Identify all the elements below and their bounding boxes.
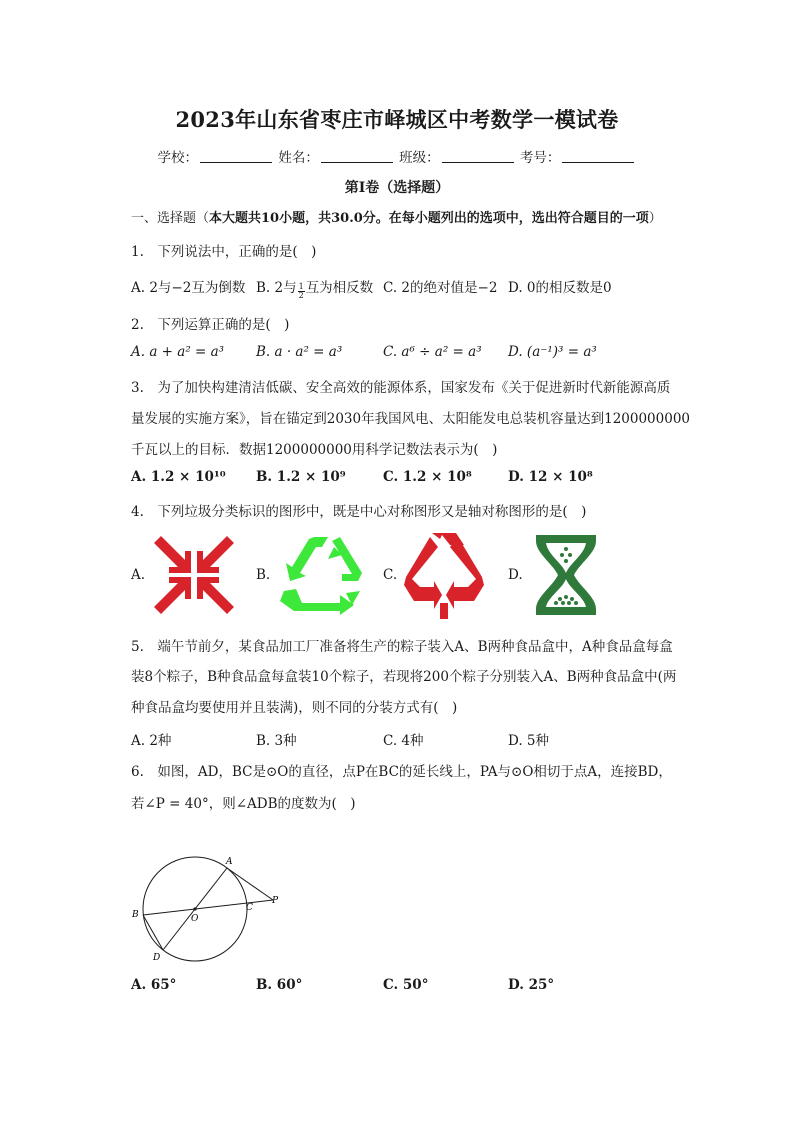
q2-stem: 2. 下列运算正确的是( ): [131, 317, 290, 333]
q5-option-b[interactable]: B. 3种: [256, 733, 297, 749]
exam-number-label: 考号：: [519, 150, 561, 166]
q4-label-d[interactable]: D.: [508, 567, 523, 583]
exam-number-blank[interactable]: [562, 150, 634, 163]
student-info-row: [0, 146, 794, 166]
point-c-label: C: [246, 903, 253, 913]
circle-tangent-figure: [128, 853, 284, 963]
q5-option-c[interactable]: C. 4种: [383, 733, 424, 749]
volume-title: 第Ⅰ卷（选择题）: [344, 180, 450, 196]
q2-option-d[interactable]: D. (a⁻¹)³ = a³: [508, 344, 597, 360]
q5-line-3: 种食品盒均要使用并且装满)，则不同的分装方式有( ): [131, 700, 458, 716]
q4-label-c[interactable]: C.: [383, 567, 398, 583]
q6-option-d[interactable]: D. 25°: [508, 977, 555, 993]
section-instructions: 本大题共10小题，共30.0分。在每小题列出的选项中，选出符合题目的一项: [209, 211, 649, 226]
q5-line-1: 5. 端午节前夕，某食品加工厂准备将生产的粽子装入A、B两种食品盒中，A种食品盒每盒: [131, 639, 673, 655]
name-label: 姓名：: [278, 150, 319, 166]
q2-option-c[interactable]: C. a⁶ ÷ a² = a³: [383, 344, 482, 360]
q5-line-2: 装8个粽子，B种食品盒每盒装10个粽子，若现将200个粽子分别装入A、B两种食品盒中(两: [131, 669, 677, 685]
q3-option-a[interactable]: A. 1.2 × 10¹⁰: [131, 469, 226, 485]
point-d-label: D: [153, 953, 161, 963]
q2-option-b[interactable]: B. a · a² = a³: [256, 344, 343, 360]
school-label: 学校：: [157, 150, 199, 166]
exam-title: 2023年山东省枣庄市峄城区中考数学一模试卷: [175, 107, 619, 132]
section-heading: [131, 207, 662, 226]
q1-option-b-post: 互为相反数: [305, 280, 374, 296]
q1-stem: 1. 下列说法中，正确的是( ): [131, 244, 317, 260]
red-recycle-icon[interactable]: [402, 531, 486, 619]
green-hourglass-icon[interactable]: [532, 533, 600, 617]
q1-option-b-fraction: $\frac{1}{2}$: [298, 282, 304, 300]
section-prefix: 一、选择题（: [131, 211, 210, 226]
q6-line-1: 6. 如图，AD，BC是⊙O的直径，点P在BC的延长线上，PA与⊙O相切于点A，连接BD，: [131, 764, 672, 780]
q1-option-a[interactable]: A. 2与−2互为倒数: [131, 280, 246, 296]
q3-line-1: 3. 为了加快构建清洁低碳、安全高效的能源体系，国家发布《关于促进新时代新能源高质: [131, 380, 671, 396]
class-label: 班级：: [399, 150, 440, 166]
school-blank[interactable]: [200, 150, 272, 163]
q3-option-d[interactable]: D. 12 × 10⁸: [508, 469, 593, 485]
q5-option-a[interactable]: A. 2种: [131, 733, 172, 749]
q3-option-c[interactable]: C. 1.2 × 10⁸: [383, 469, 472, 485]
q3-line-3: 千瓦以上的目标．数据1200000000用科学记数法表示为( ): [131, 442, 498, 458]
q2-option-a[interactable]: A. a + a² = a³: [131, 344, 225, 360]
point-o-label: O: [191, 914, 199, 924]
q6-option-b[interactable]: B. 60°: [256, 977, 303, 993]
q1-option-d[interactable]: D. 0的相反数是0: [508, 280, 612, 296]
point-a-label: A: [226, 857, 233, 867]
green-recycle-triangle-icon[interactable]: [276, 533, 368, 615]
red-arrows-inward-icon[interactable]: [151, 533, 237, 617]
q4-stem: 4. 下列垃圾分类标识的图形中，既是中心对称图形又是轴对称图形的是( ): [131, 504, 587, 520]
name-blank[interactable]: [321, 150, 393, 163]
q3-option-b[interactable]: B. 1.2 × 10⁹: [256, 469, 346, 485]
q1-option-b-pre: B. 2与: [256, 280, 297, 296]
q6-option-c[interactable]: C. 50°: [383, 977, 429, 993]
q4-label-b[interactable]: B.: [256, 567, 271, 583]
class-blank[interactable]: [442, 150, 514, 163]
q3-line-2: 量发展的实施方案》，旨在锚定到2030年我国风电、太阳能发电总装机容量达到1200000000: [131, 411, 690, 427]
q1-option-b[interactable]: [256, 276, 373, 300]
q6-option-a[interactable]: A. 65°: [131, 977, 177, 993]
point-b-label: B: [132, 910, 139, 920]
section-suffix: ）: [648, 211, 662, 226]
point-p-label: P: [272, 896, 279, 906]
q5-option-d[interactable]: D. 5种: [508, 733, 550, 749]
q4-label-a[interactable]: A.: [131, 567, 146, 583]
q6-line-2: 若∠P = 40°，则∠ADB的度数为( ): [131, 796, 356, 812]
q1-option-c[interactable]: C. 2的绝对值是−2: [383, 280, 498, 296]
